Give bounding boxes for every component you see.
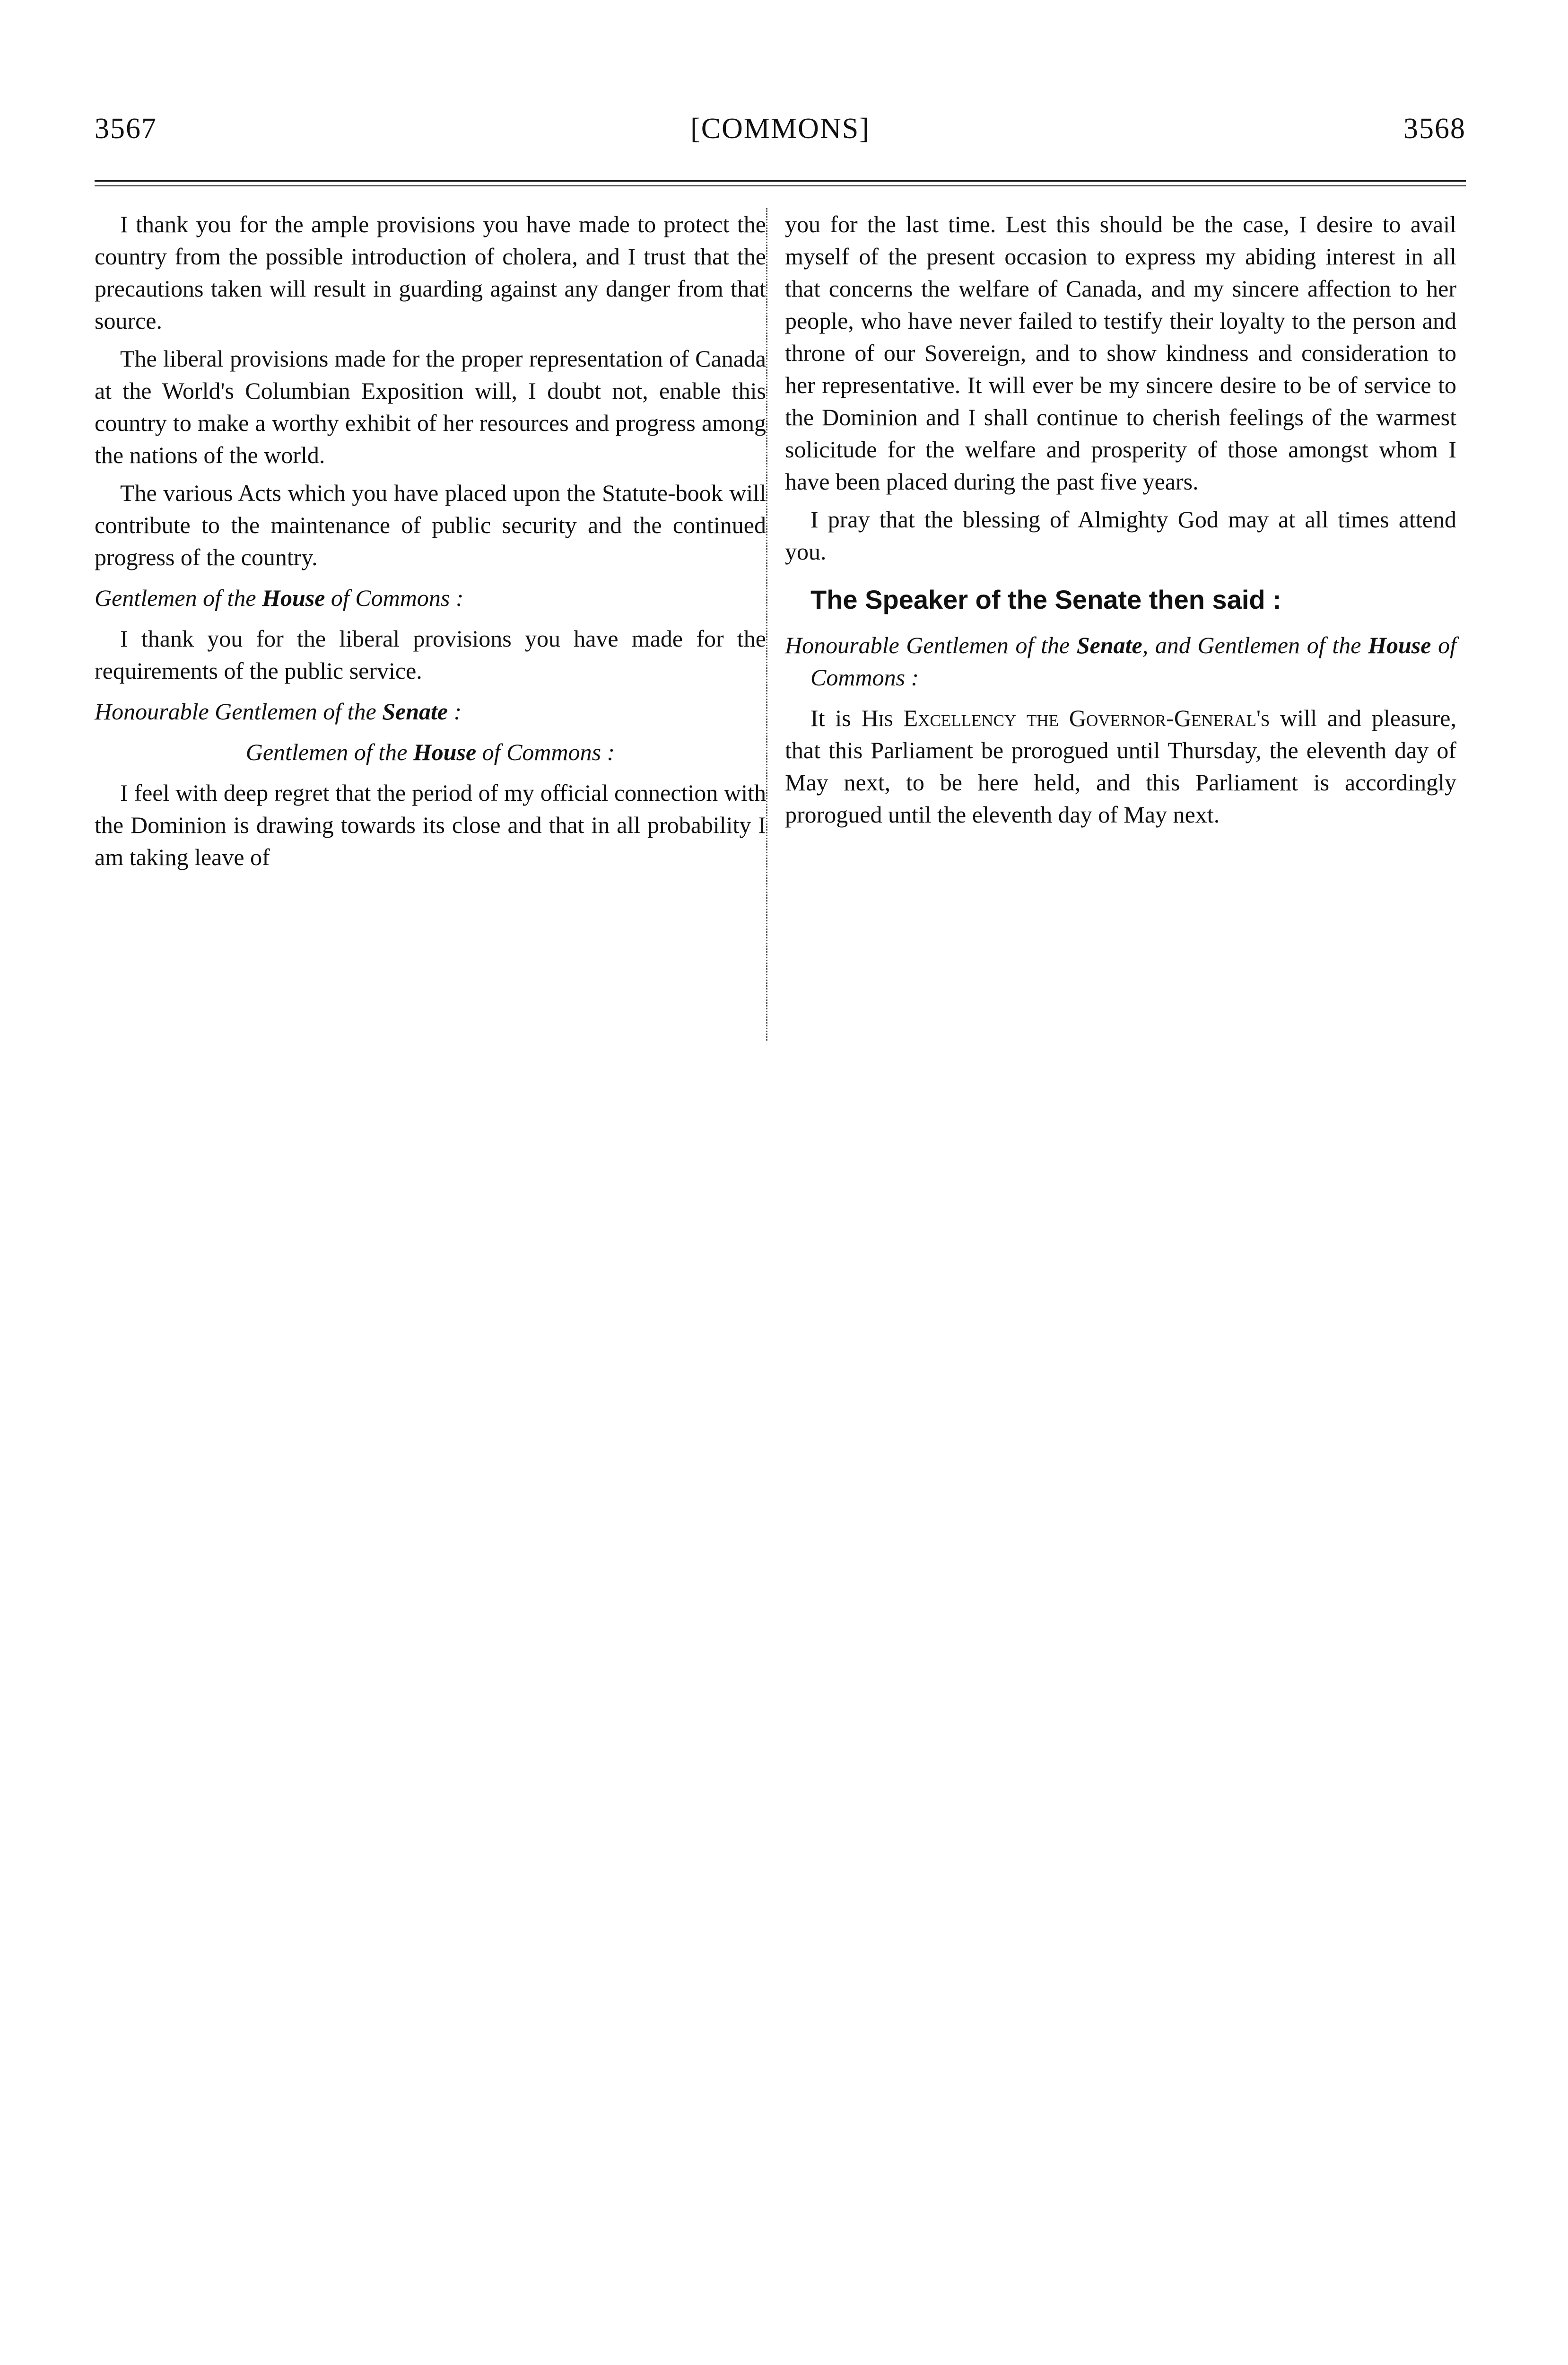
speaker-heading: The Speaker of the Senate then said : bbox=[810, 585, 1281, 614]
address-commons-2 bbox=[95, 736, 766, 768]
address-commons bbox=[95, 582, 766, 614]
address-text: of Commons : bbox=[810, 632, 1456, 691]
address-text: : bbox=[448, 698, 462, 725]
page-number-left: 3567 bbox=[95, 113, 157, 145]
left-column bbox=[95, 208, 766, 879]
address-text-bold: House bbox=[1368, 632, 1431, 658]
paragraph-text: will and pleasure, that this Parliament be prorogued until Thursday, the eleventh day of May next, to be here held, and this Parliament is accordingly prorogued until the eleventh day of May next. bbox=[785, 705, 1456, 828]
header-rule bbox=[95, 180, 1466, 182]
address-text-bold: Senate bbox=[382, 698, 448, 725]
paragraph: I feel with deep regret that the period of my official connection with the Dominion is drawing towards its close and that in all probability I am taking leave of bbox=[95, 780, 766, 870]
paragraph-text: It is bbox=[810, 705, 862, 731]
paragraph: The various Acts which you have placed upon the Statute-book will contribute to the maintenance of public security and the continued progress of the country. bbox=[95, 480, 766, 570]
address-text: of Commons : bbox=[325, 585, 464, 611]
paragraph: you for the last time. Lest this should be the case, I desire to avail myself of the present occasion to express my abiding interest in all that concerns the welfare of Canada, and my sincere affection to her people, who have never failed to testify their loyalty to the person and throne of our Sovereign, and to show kindness and consideration to her representative. It will ever be my sincere desire to be of service to the Dominion and I shall continue to cherish feelings of the warmest solicitude for the welfare and prosperity of those amongst whom I have been placed during the past five years. bbox=[785, 211, 1456, 495]
page-number-right: 3568 bbox=[1403, 113, 1466, 145]
address-senate-and-commons bbox=[785, 629, 1456, 693]
address-text: Gentlemen of the bbox=[95, 585, 262, 611]
address-text: , and Gentlemen of the bbox=[1142, 632, 1368, 658]
paragraph: I thank you for the liberal provisions you have made for the requirements of the public service. bbox=[95, 625, 766, 684]
paragraph-prorogation bbox=[785, 702, 1456, 831]
header-rule-thin bbox=[95, 185, 1466, 186]
paragraph: I pray that the blessing of Almighty God may at all times attend you. bbox=[785, 506, 1456, 565]
paragraph: I thank you for the ample provisions you have made to protect the country from the possible introduction of cholera, and I trust that the precautions taken will result in guarding against any danger from that source. bbox=[95, 211, 766, 334]
governor-general-title: His Excellency the Governor-General's bbox=[861, 705, 1270, 731]
address-text: Honourable Gentlemen of the bbox=[95, 698, 383, 725]
address-text: Gentlemen of the bbox=[245, 739, 413, 765]
address-text: Honourable Gentlemen of the bbox=[785, 632, 1077, 658]
address-senate bbox=[95, 695, 766, 727]
address-text-bold: House bbox=[413, 739, 477, 765]
paragraph: The liberal provisions made for the proper representation of Canada at the World's Columbian Exposition will, I doubt not, enable this country to make a worthy exhibit of her resources and progress among the nations of the world. bbox=[95, 345, 766, 468]
address-text: of Commons : bbox=[476, 739, 615, 765]
address-text-bold: House bbox=[262, 585, 325, 611]
column-divider bbox=[766, 208, 767, 1041]
page-header bbox=[95, 110, 1466, 152]
address-text-bold: Senate bbox=[1076, 632, 1142, 658]
running-head: [COMMONS] bbox=[690, 113, 870, 145]
right-column bbox=[785, 208, 1456, 836]
